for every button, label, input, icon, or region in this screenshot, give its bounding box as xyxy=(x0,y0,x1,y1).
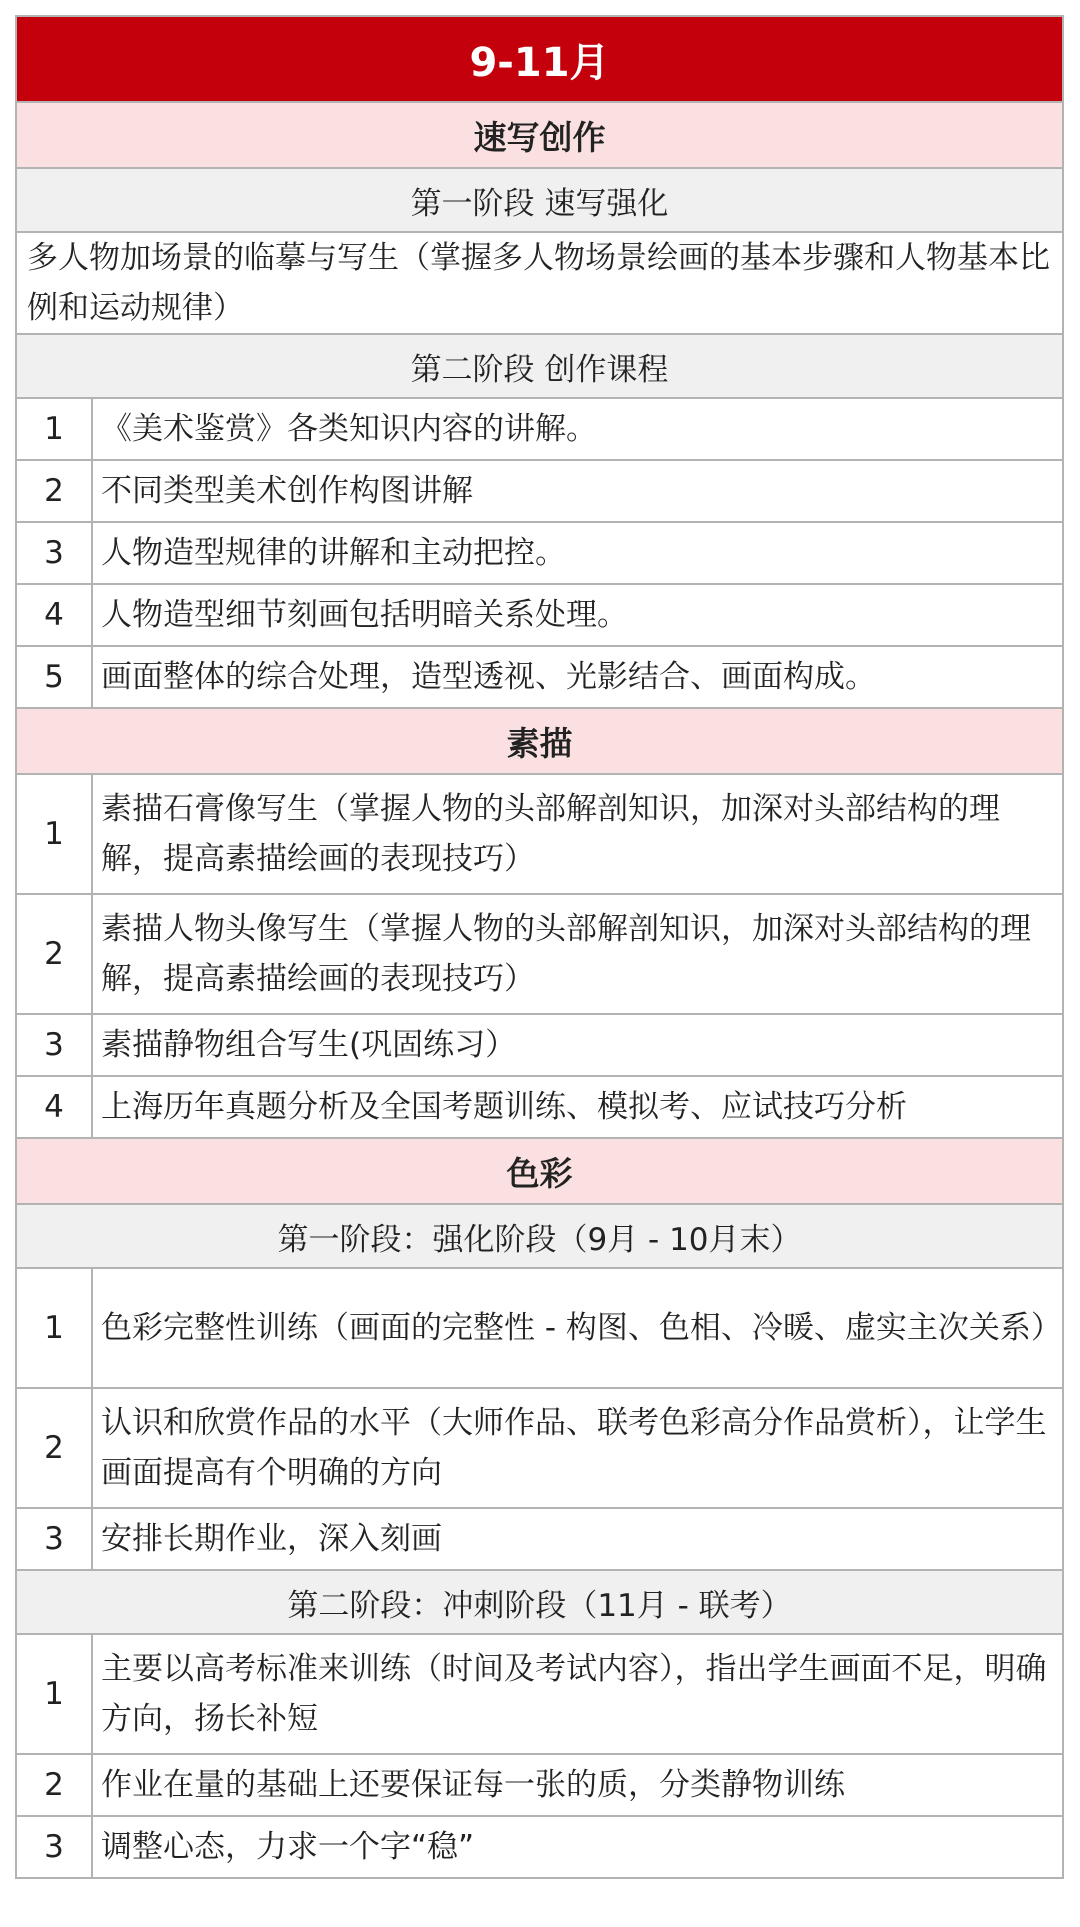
stage-heading: 第二阶段：冲刺阶段（11月 - 联考） xyxy=(17,1571,1062,1633)
row-number: 3 xyxy=(17,1817,93,1877)
row-text: 上海历年真题分析及全国考题训练、模拟考、应试技巧分析 xyxy=(101,1089,907,1125)
row-text: 认识和欣赏作品的水平（大师作品、联考色彩高分作品赏析），让学生画面提高有个明确的方向 xyxy=(101,1405,1047,1491)
section-heading-sketch-creation: 速写创作 xyxy=(17,103,1062,167)
row-text: 安排长期作业，深入刻画 xyxy=(101,1521,442,1557)
table-row xyxy=(15,647,1064,709)
row-number: 2 xyxy=(17,1389,93,1507)
stage-heading: 第二阶段 创作课程 xyxy=(17,335,1062,397)
section-header-row xyxy=(15,103,1064,169)
row-text: 不同类型美术创作构图讲解 xyxy=(101,473,473,509)
row-text: 画面整体的综合处理，造型透视、光影结合、画面构成。 xyxy=(101,659,876,695)
row-number: 4 xyxy=(17,1077,93,1137)
schedule-table xyxy=(15,15,1064,1879)
table-row xyxy=(15,1635,1064,1755)
row-text: 素描人物头像写生（掌握人物的头部解剖知识，加深对头部结构的理解，提高素描绘画的表现技巧） xyxy=(101,911,1031,997)
section-header-row xyxy=(15,1139,1064,1205)
section-heading-color: 色彩 xyxy=(17,1139,1062,1203)
row-text: 人物造型规律的讲解和主动把控。 xyxy=(101,535,566,571)
table-row xyxy=(15,1509,1064,1571)
stage-description: 多人物加场景的临摹与写生（掌握多人物场景绘画的基本步骤和人物基本比例和运动规律） xyxy=(27,240,1050,326)
table-row xyxy=(15,1077,1064,1139)
section-heading-drawing: 素描 xyxy=(17,709,1062,773)
row-text: 素描静物组合写生(巩固练习） xyxy=(101,1027,517,1063)
table-row xyxy=(15,1015,1064,1077)
row-text: 《美术鉴赏》各类知识内容的讲解。 xyxy=(101,411,597,447)
table-row xyxy=(15,775,1064,895)
table-row xyxy=(15,1389,1064,1509)
row-number: 3 xyxy=(17,1015,93,1075)
row-text: 调整心态，力求一个字“稳” xyxy=(101,1829,475,1865)
table-row xyxy=(15,461,1064,523)
row-number: 1 xyxy=(17,399,93,459)
table-row xyxy=(15,399,1064,461)
row-number: 3 xyxy=(17,1509,93,1569)
row-number: 4 xyxy=(17,585,93,645)
title-row xyxy=(15,15,1064,103)
table-row xyxy=(15,1269,1064,1389)
row-number: 2 xyxy=(17,1755,93,1815)
row-text: 人物造型细节刻画包括明暗关系处理。 xyxy=(101,597,628,633)
table-row xyxy=(15,233,1064,335)
row-number: 1 xyxy=(17,1269,93,1387)
table-row xyxy=(15,523,1064,585)
stage-heading: 第一阶段：强化阶段（9月 - 10月末） xyxy=(17,1205,1062,1267)
row-text: 作业在量的基础上还要保证每一张的质，分类静物训练 xyxy=(101,1767,845,1803)
table-title: 9-11月 xyxy=(17,17,1062,101)
table-row xyxy=(15,895,1064,1015)
table-row xyxy=(15,1817,1064,1879)
stage-header-row xyxy=(15,335,1064,399)
row-number: 2 xyxy=(17,895,93,1013)
stage-header-row xyxy=(15,169,1064,233)
section-header-row xyxy=(15,709,1064,775)
row-number: 1 xyxy=(17,775,93,893)
row-number: 5 xyxy=(17,647,93,707)
row-text: 主要以高考标准来训练（时间及考试内容），指出学生画面不足，明确方向，扬长补短 xyxy=(101,1651,1047,1737)
row-text: 素描石膏像写生（掌握人物的头部解剖知识，加深对头部结构的理解，提高素描绘画的表现技巧） xyxy=(101,791,1000,877)
row-number: 1 xyxy=(17,1635,93,1753)
table-row xyxy=(15,1755,1064,1817)
row-number: 2 xyxy=(17,461,93,521)
stage-heading: 第一阶段 速写强化 xyxy=(17,169,1062,231)
stage-header-row xyxy=(15,1571,1064,1635)
row-number: 3 xyxy=(17,523,93,583)
table-row xyxy=(15,585,1064,647)
row-text: 色彩完整性训练（画面的完整性 - 构图、色相、冷暖、虚实主次关系） xyxy=(101,1310,1062,1346)
stage-header-row xyxy=(15,1205,1064,1269)
